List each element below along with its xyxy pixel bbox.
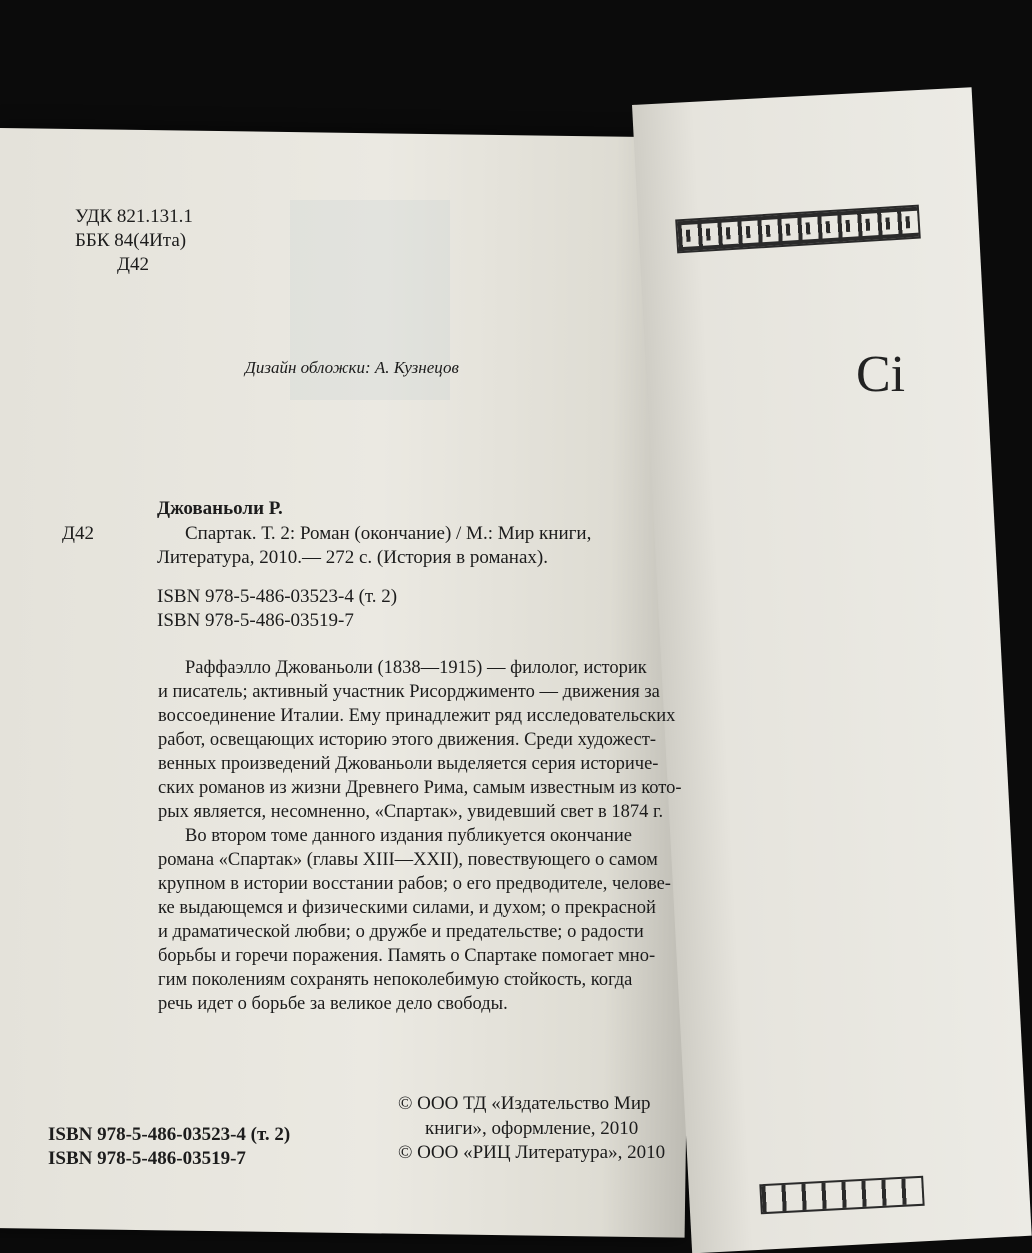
udk-code: УДК 821.131.1: [75, 206, 193, 227]
annotation-line: гим поколениям сохранять непоколебимую стойкость, когда: [158, 970, 633, 990]
annotation-line: крупном в истории восстании рабов; о его предводителе, челове-: [158, 874, 671, 894]
annotation-line: Во втором томе данного издания публикуется окончание: [185, 826, 633, 846]
annotation-line: Раффаэлло Джованьоли (1838—1915) — филолог, историк: [185, 658, 647, 678]
footer-isbn-volume: ISBN 978-5-486-03523-4 (т. 2): [48, 1124, 291, 1145]
author-name: Джованьоли Р.: [157, 498, 283, 519]
annotation-line: борьбы и горечи поражения. Память о Спартаке помогает мно-: [158, 946, 656, 966]
isbn-volume: ISBN 978-5-486-03523-4 (т. 2): [157, 586, 398, 607]
annotation-line: рых является, несомненно, «Спартак», увидевший свет в 1874 г.: [158, 802, 664, 822]
author-mark-margin: Д42: [62, 523, 94, 544]
annotation-line: речь идет о борьбе за великое дело свободы.: [158, 994, 508, 1014]
bbk-code: ББК 84(4Ита): [75, 230, 187, 251]
bibliographic-title-line-2: Литература, 2010.— 272 с. (История в романах).: [157, 547, 548, 568]
right-page-title-fragment: Сі: [856, 346, 906, 403]
annotation-line: романа «Спартак» (главы XIII—XXII), повествующего о самом: [158, 850, 658, 870]
author-mark: Д42: [117, 254, 149, 275]
annotation-line: венных произведений Джованьоли выделяется серия историче-: [158, 754, 659, 774]
copyright-line: книги», оформление, 2010: [425, 1118, 639, 1139]
cover-design-credit: Дизайн обложки: А. Кузнецов: [245, 358, 459, 377]
footer-isbn-set: ISBN 978-5-486-03519-7: [48, 1148, 246, 1169]
copyright-line: © ООО ТД «Издательство Мир: [398, 1093, 651, 1114]
annotation-line: воссоединение Италии. Ему принадлежит ряд исследовательских: [158, 706, 676, 726]
annotation-line: и писатель; активный участник Рисорджименто — движения за: [158, 682, 660, 702]
copyright-line: © ООО «РИЦ Литература», 2010: [398, 1142, 666, 1163]
bibliographic-title-line-1: Спартак. Т. 2: Роман (окончание) / М.: Мир книги,: [185, 523, 592, 544]
annotation-line: работ, освещающих историю этого движения. Среди художест-: [158, 730, 657, 750]
annotation-line: и драматической любви; о дружбе и предательстве; о радости: [158, 922, 644, 942]
annotation-line: ке выдающемся и физическими силами, и духом; о прекрасной: [158, 898, 656, 918]
annotation-line: ских романов из жизни Древнего Рима, самым известным из кото-: [158, 778, 682, 798]
isbn-set: ISBN 978-5-486-03519-7: [157, 610, 354, 631]
